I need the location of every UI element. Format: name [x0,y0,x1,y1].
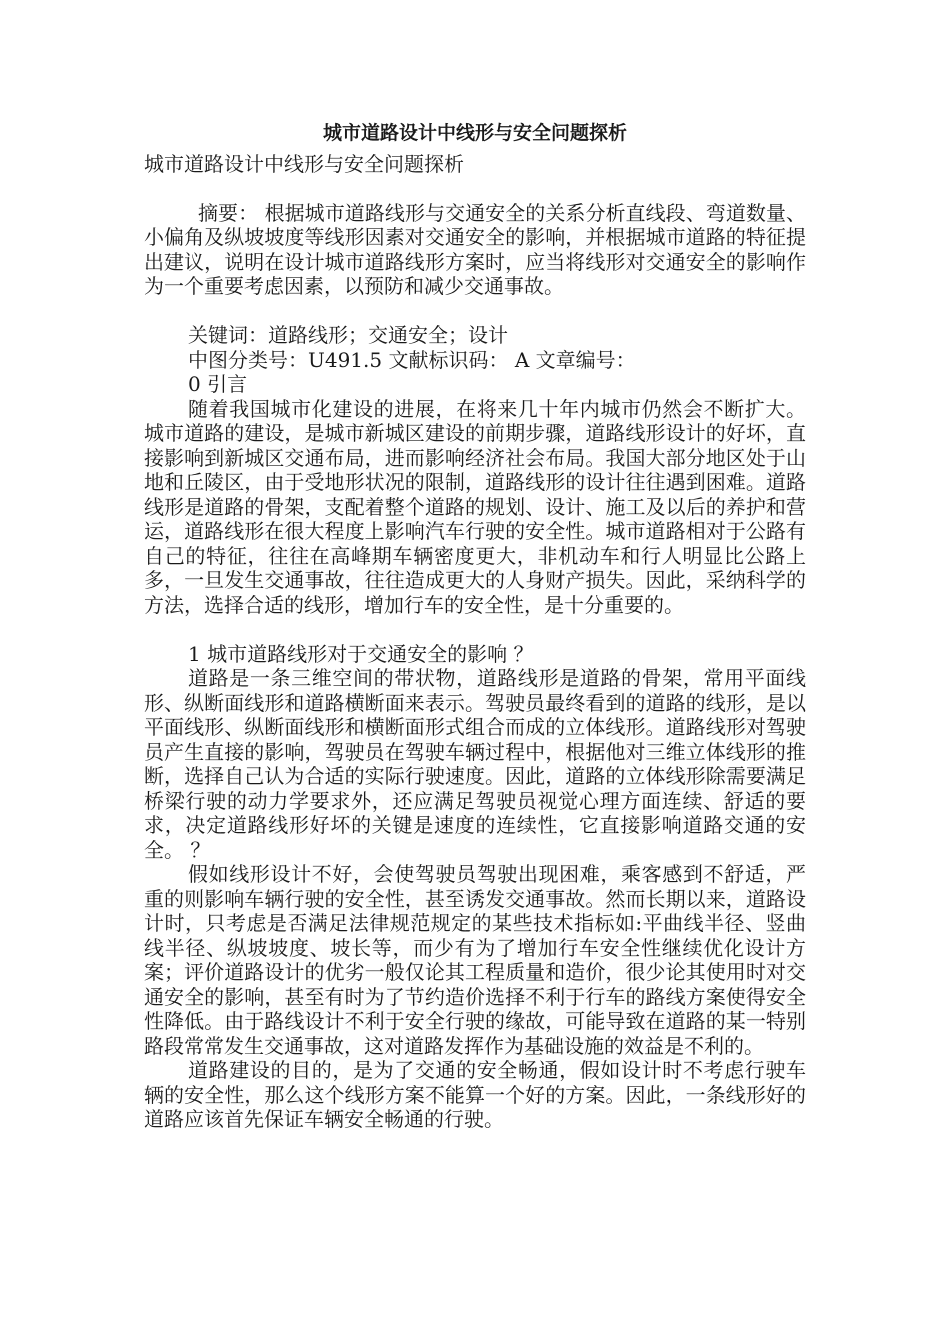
section-heading-introduction: 0 引言 [188,372,248,396]
classification-line: 中图分类号：U491.5 文献标识码： A 文章编号： [188,347,636,372]
abstract-paragraph: 摘要： 根据城市道路线形与交通安全的关系分析直线段、弯道数量、小偏角及纵坡坡度等线形因素对交通安全的影响，并根据城市道路的特征提出建议，说明在设计城市道路线形方案时，应当将线形对交通安全的影响作为一个重要考虑因素，以预防和减少交通事故。 [144,200,806,298]
section1-paragraph-3: 道路建设的目的，是为了交通的安全畅通，假如设计时不考虑行驶车辆的安全性，那么这个线形方案不能算一个好的方案。因此，一条线形好的道路应该首先保证车辆安全畅通的行驶。 [144,1058,806,1131]
document-title: 城市道路设计中线形与安全问题探析 [322,122,627,144]
keywords-line: 关键词：道路线形；交通安全；设计 [188,323,508,347]
document-subtitle: 城市道路设计中线形与安全问题探析 [144,151,464,176]
blank-line [144,299,806,324]
blank-line [144,617,806,642]
section1-paragraph-2: 假如线形设计不好，会使驾驶员驾驶出现困难，乘客感到不舒适，严重的则影响车辆行驶的安全性，甚至诱发交通事故。然而长期以来，道路设计时，只考虑是否满足法律规范规定的某些技术指标如:平曲线半径、竖曲线半径、纵坡坡度、坡长等，而少有为了增加行车安全性继续优化设计方案；评价道路设计的优劣一般仅论其工程质量和造价，很少论其使用时对交通安全的影响，甚至有时为了节约造价选择不利于行车的路线方案使得安全性降低。由于路线设计不利于安全行驶的缘故，可能导致在道路的某一特别路段常常发生交通事故，这对道路发挥作为基础设施的效益是不利的。 [144,862,806,1058]
document-body [144,121,806,1132]
section-heading-1: 1 城市道路线形对于交通安全的影响 ？ [188,641,534,666]
blank-line [144,176,806,201]
introduction-paragraph: 随着我国城市化建设的进展，在将来几十年内城市仍然会不断扩大。城市道路的建设，是城市新城区建设的前期步骤，道路线形设计的好坏，直接影响到新城区交通布局，进而影响经济社会布局。我国大部分地区处于山地和丘陵区，由于受地形状况的限制，道路线形的设计往往遇到困难。道路线形是道路的骨架，支配着整个道路的规划、设计、施工及以后的养护和营运，道路线形在很大程度上影响汽车行驶的安全性。城市道路相对于公路有自己的特征，往往在高峰期车辆密度更大，非机动车和行人明显比公路上多，一旦发生交通事故，往往造成更大的人身财产损失。因此，采纳科学的方法，选择合适的线形，增加行车的安全性，是十分重要的。 [144,396,806,617]
section1-paragraph-1: 道路是一条三维空间的带状物，道路线形是道路的骨架，常用平面线形、纵断面线形和道路横断面来表示。驾驶员最终看到的道路的线形，是以平面线形、纵断面线形和横断面形式组合而成的立体线形。道路线形对驾驶员产生直接的影响，驾驶员在驾驶车辆过程中，根据他对三维立体线形的推断，选择自己认为合适的实际行驶速度。因此，道路的立体线形除需要满足桥梁行驶的动力学要求外，还应满足驾驶员视觉心理方面连续、舒适的要求，决定道路线形好坏的关键是速度的连续性，它直接影响道路交通的安全。 ？ [144,666,806,862]
